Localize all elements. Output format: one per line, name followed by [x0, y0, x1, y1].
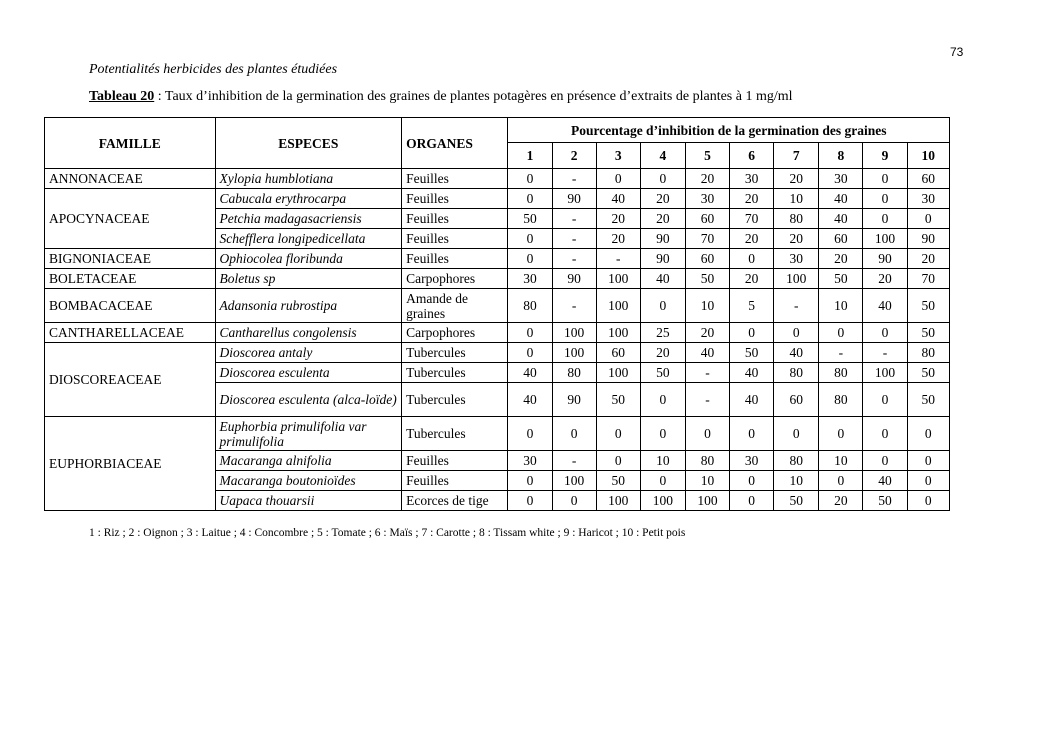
species-cell: Adansonia rubrostipa — [215, 289, 402, 323]
species-cell: Ophiocolea floribunda — [215, 249, 402, 269]
value-cell: 80 — [774, 209, 819, 229]
value-cell: 0 — [774, 323, 819, 343]
value-cell: 0 — [508, 417, 552, 451]
value-cell: 0 — [907, 491, 949, 511]
header-plant-10: 10 — [907, 143, 949, 169]
value-cell: 80 — [508, 289, 552, 323]
value-cell: 10 — [640, 451, 685, 471]
family-cell: BOMBACACEAE — [45, 289, 216, 323]
value-cell: 0 — [730, 323, 774, 343]
species-cell: Dioscorea esculenta — [215, 363, 402, 383]
species-cell: Boletus sp — [215, 269, 402, 289]
value-cell: 100 — [596, 323, 640, 343]
value-cell: 90 — [552, 189, 596, 209]
header-plant-6: 6 — [730, 143, 774, 169]
value-cell: 0 — [730, 249, 774, 269]
value-cell: 0 — [907, 209, 949, 229]
family-cell: BOLETACEAE — [45, 269, 216, 289]
value-cell: - — [552, 249, 596, 269]
value-cell: 0 — [819, 471, 863, 491]
table-row — [45, 269, 950, 289]
value-cell: 70 — [907, 269, 949, 289]
organ-cell: Tubercules — [402, 363, 508, 383]
value-cell: 50 — [863, 491, 907, 511]
value-cell: 25 — [640, 323, 685, 343]
organ-cell: Feuilles — [402, 189, 508, 209]
value-cell: 0 — [596, 417, 640, 451]
value-cell: 70 — [685, 229, 729, 249]
header-especes: ESPECES — [215, 118, 402, 169]
value-cell: 20 — [640, 189, 685, 209]
organ-cell: Feuilles — [402, 229, 508, 249]
value-cell: 100 — [596, 289, 640, 323]
value-cell: 20 — [774, 169, 819, 189]
species-cell: Macaranga alnifolia — [215, 451, 402, 471]
species-cell: Dioscorea antaly — [215, 343, 402, 363]
value-cell: 40 — [508, 363, 552, 383]
value-cell: 80 — [552, 363, 596, 383]
family-cell: DIOSCOREACEAE — [45, 343, 216, 417]
value-cell: 5 — [730, 289, 774, 323]
value-cell: 90 — [640, 229, 685, 249]
value-cell: 40 — [730, 363, 774, 383]
value-cell: 0 — [640, 169, 685, 189]
value-cell: 100 — [596, 491, 640, 511]
value-cell: 60 — [685, 249, 729, 269]
value-cell: 100 — [863, 229, 907, 249]
value-cell: 0 — [819, 417, 863, 451]
value-cell: - — [552, 169, 596, 189]
table-body — [45, 169, 950, 511]
table-row — [45, 249, 950, 269]
value-cell: 0 — [730, 417, 774, 451]
value-cell: 0 — [508, 471, 552, 491]
value-cell: 0 — [863, 189, 907, 209]
value-cell: 0 — [863, 417, 907, 451]
value-cell: - — [819, 343, 863, 363]
value-cell: - — [685, 383, 729, 417]
family-cell: CANTHARELLACEAE — [45, 323, 216, 343]
value-cell: 100 — [596, 269, 640, 289]
value-cell: 0 — [596, 451, 640, 471]
family-cell: APOCYNACEAE — [45, 189, 216, 249]
value-cell: - — [552, 209, 596, 229]
value-cell: 40 — [774, 343, 819, 363]
value-cell: 20 — [685, 323, 729, 343]
value-cell: 0 — [685, 417, 729, 451]
value-cell: 60 — [685, 209, 729, 229]
value-cell: 30 — [774, 249, 819, 269]
organ-cell: Carpophores — [402, 323, 508, 343]
value-cell: 40 — [730, 383, 774, 417]
value-cell: 0 — [863, 323, 907, 343]
value-cell: 60 — [819, 229, 863, 249]
value-cell: 30 — [508, 269, 552, 289]
species-cell: Macaranga boutonioïdes — [215, 471, 402, 491]
value-cell: 0 — [863, 169, 907, 189]
value-cell: - — [863, 343, 907, 363]
value-cell: 40 — [685, 343, 729, 363]
value-cell: 50 — [907, 323, 949, 343]
value-cell: 30 — [730, 169, 774, 189]
header-pourcentage: Pourcentage d’inhibition de la germination des graines — [508, 118, 950, 143]
family-cell: EUPHORBIACEAE — [45, 417, 216, 511]
value-cell: 0 — [863, 383, 907, 417]
organ-cell: Tubercules — [402, 417, 508, 451]
value-cell: 0 — [508, 491, 552, 511]
value-cell: 50 — [819, 269, 863, 289]
species-cell: Dioscorea esculenta (alca-loïde) — [215, 383, 402, 417]
value-cell: 20 — [819, 491, 863, 511]
value-cell: 20 — [730, 189, 774, 209]
value-cell: 40 — [863, 471, 907, 491]
table-caption-text: : Taux d’inhibition de la germination des graines de plantes potagères en présence d’extraits de plantes à 1 mg/ml — [154, 89, 793, 104]
organ-cell: Feuilles — [402, 169, 508, 189]
value-cell: 10 — [774, 189, 819, 209]
value-cell: 30 — [508, 451, 552, 471]
species-cell: Uapaca thouarsii — [215, 491, 402, 511]
value-cell: 80 — [819, 363, 863, 383]
organ-cell: Feuilles — [402, 451, 508, 471]
value-cell: - — [552, 229, 596, 249]
header-organes: ORGANES — [402, 118, 508, 169]
value-cell: 0 — [552, 491, 596, 511]
organ-cell: Tubercules — [402, 383, 508, 417]
value-cell: 0 — [640, 289, 685, 323]
value-cell: 80 — [774, 363, 819, 383]
value-cell: 40 — [596, 189, 640, 209]
value-cell: 0 — [508, 189, 552, 209]
organ-cell: Carpophores — [402, 269, 508, 289]
header-famille: FAMILLE — [45, 118, 216, 169]
value-cell: 0 — [508, 169, 552, 189]
value-cell: 50 — [508, 209, 552, 229]
value-cell: 100 — [685, 491, 729, 511]
value-cell: 0 — [907, 451, 949, 471]
value-cell: 20 — [863, 269, 907, 289]
value-cell: 20 — [640, 343, 685, 363]
running-header: Potentialités herbicides des plantes étudiées — [89, 62, 338, 77]
value-cell: 0 — [640, 471, 685, 491]
value-cell: 50 — [907, 383, 949, 417]
value-cell: 20 — [596, 229, 640, 249]
value-cell: 20 — [907, 249, 949, 269]
organ-cell: Ecorces de tige — [402, 491, 508, 511]
value-cell: - — [774, 289, 819, 323]
value-cell: 50 — [774, 491, 819, 511]
value-cell: 100 — [596, 363, 640, 383]
value-cell: 50 — [907, 289, 949, 323]
value-cell: 0 — [640, 417, 685, 451]
value-cell: 30 — [730, 451, 774, 471]
species-cell: Petchia madagasacriensis — [215, 209, 402, 229]
value-cell: 0 — [508, 229, 552, 249]
value-cell: 80 — [685, 451, 729, 471]
value-cell: 0 — [819, 323, 863, 343]
value-cell: 50 — [596, 383, 640, 417]
value-cell: 0 — [508, 249, 552, 269]
value-cell: - — [552, 451, 596, 471]
value-cell: 0 — [730, 491, 774, 511]
value-cell: 30 — [907, 189, 949, 209]
value-cell: 20 — [730, 229, 774, 249]
value-cell: 10 — [685, 471, 729, 491]
header-plant-7: 7 — [774, 143, 819, 169]
header-plant-1: 1 — [508, 143, 552, 169]
species-cell: Euphorbia primulifolia var primulifolia — [215, 417, 402, 451]
value-cell: 0 — [508, 323, 552, 343]
header-plant-2: 2 — [552, 143, 596, 169]
value-cell: 100 — [774, 269, 819, 289]
value-cell: 50 — [685, 269, 729, 289]
header-plant-5: 5 — [685, 143, 729, 169]
value-cell: - — [685, 363, 729, 383]
value-cell: 40 — [819, 209, 863, 229]
value-cell: 100 — [640, 491, 685, 511]
organ-cell: Tubercules — [402, 343, 508, 363]
value-cell: 10 — [819, 289, 863, 323]
table-row — [45, 189, 950, 209]
value-cell: 40 — [863, 289, 907, 323]
value-cell: 90 — [640, 249, 685, 269]
species-cell: Schefflera longipedicellata — [215, 229, 402, 249]
header-plant-9: 9 — [863, 143, 907, 169]
value-cell: 40 — [508, 383, 552, 417]
value-cell: 90 — [907, 229, 949, 249]
species-cell: Xylopia humblotiana — [215, 169, 402, 189]
value-cell: 60 — [774, 383, 819, 417]
value-cell: 90 — [863, 249, 907, 269]
header-plant-4: 4 — [640, 143, 685, 169]
value-cell: 80 — [774, 451, 819, 471]
value-cell: 40 — [819, 189, 863, 209]
value-cell: - — [552, 289, 596, 323]
value-cell: 0 — [863, 451, 907, 471]
table-row — [45, 289, 950, 323]
value-cell: 90 — [552, 383, 596, 417]
value-cell: 60 — [907, 169, 949, 189]
organ-cell: Feuilles — [402, 209, 508, 229]
value-cell: 0 — [552, 417, 596, 451]
table-legend: 1 : Riz ; 2 : Oignon ; 3 : Laitue ; 4 : Concombre ; 5 : Tomate ; 6 : Maïs ; 7 : Carotte ; 8 : Tissam white ; 9 : Haricot ; 10 : Petit pois — [89, 527, 686, 539]
table-row — [45, 417, 950, 451]
table-row — [45, 169, 950, 189]
family-cell: ANNONACEAE — [45, 169, 216, 189]
organ-cell: Feuilles — [402, 249, 508, 269]
organ-cell: Amande de graines — [402, 289, 508, 323]
value-cell: 0 — [907, 471, 949, 491]
value-cell: 80 — [819, 383, 863, 417]
value-cell: 0 — [596, 169, 640, 189]
value-cell: 40 — [640, 269, 685, 289]
page-number: 73 — [950, 45, 964, 59]
inhibition-table — [44, 117, 950, 511]
table-row — [45, 323, 950, 343]
value-cell: 100 — [552, 471, 596, 491]
value-cell: 100 — [552, 343, 596, 363]
value-cell: 70 — [730, 209, 774, 229]
value-cell: 0 — [508, 343, 552, 363]
value-cell: 20 — [774, 229, 819, 249]
value-cell: 10 — [774, 471, 819, 491]
value-cell: 0 — [907, 417, 949, 451]
value-cell: 20 — [819, 249, 863, 269]
value-cell: 80 — [907, 343, 949, 363]
value-cell: 0 — [640, 383, 685, 417]
value-cell: 50 — [907, 363, 949, 383]
organ-cell: Feuilles — [402, 471, 508, 491]
value-cell: 30 — [685, 189, 729, 209]
value-cell: 30 — [819, 169, 863, 189]
value-cell: 0 — [774, 417, 819, 451]
family-cell: BIGNONIACEAE — [45, 249, 216, 269]
value-cell: 20 — [640, 209, 685, 229]
header-plant-8: 8 — [819, 143, 863, 169]
value-cell: 20 — [685, 169, 729, 189]
species-cell: Cabucala erythrocarpa — [215, 189, 402, 209]
value-cell: 0 — [730, 471, 774, 491]
value-cell: 50 — [596, 471, 640, 491]
value-cell: 10 — [685, 289, 729, 323]
value-cell: 10 — [819, 451, 863, 471]
table-caption-label: Tableau 20 — [89, 89, 155, 104]
value-cell: 90 — [552, 269, 596, 289]
value-cell: 50 — [640, 363, 685, 383]
species-cell: Cantharellus congolensis — [215, 323, 402, 343]
value-cell: 100 — [863, 363, 907, 383]
header-plant-3: 3 — [596, 143, 640, 169]
value-cell: 100 — [552, 323, 596, 343]
value-cell: - — [596, 249, 640, 269]
value-cell: 0 — [863, 209, 907, 229]
value-cell: 50 — [730, 343, 774, 363]
value-cell: 20 — [730, 269, 774, 289]
table-row — [45, 343, 950, 363]
table-caption — [89, 89, 793, 105]
value-cell: 60 — [596, 343, 640, 363]
value-cell: 20 — [596, 209, 640, 229]
